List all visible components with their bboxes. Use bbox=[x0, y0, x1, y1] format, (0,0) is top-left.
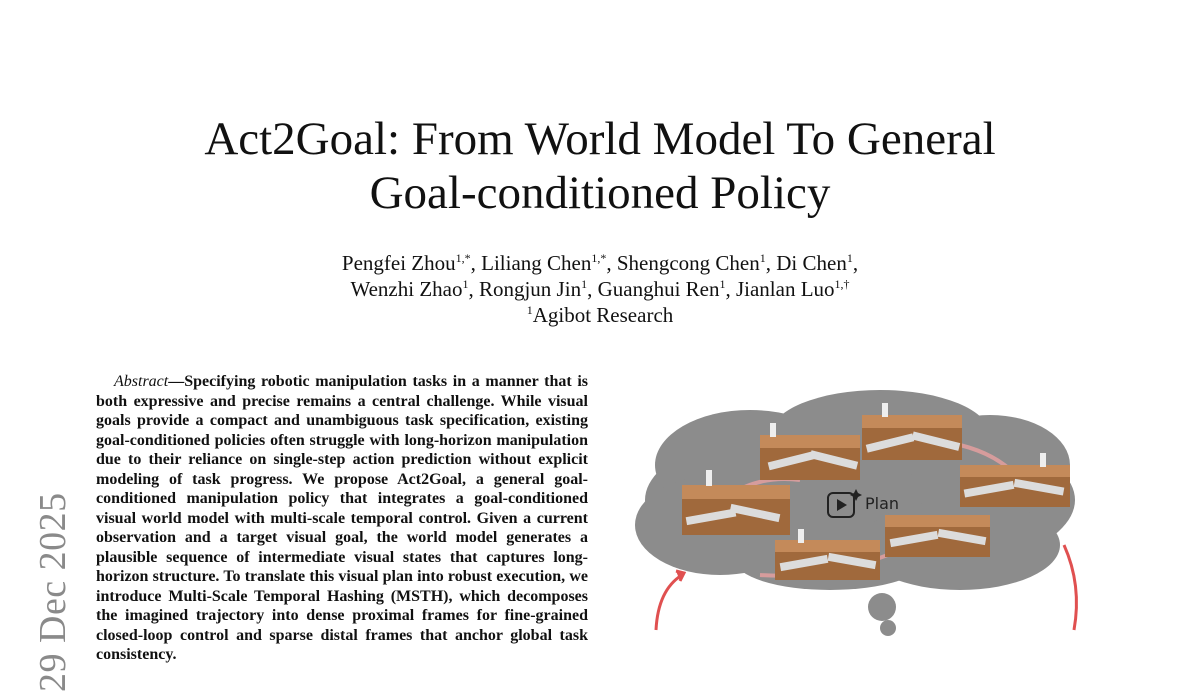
cloud-tail bbox=[868, 593, 896, 636]
author: Pengfei Zhou$^{1,*}$, bbox=[341, 251, 482, 275]
affiliation: $^1$Agibot Research bbox=[526, 303, 674, 327]
title-line-2: Goal-conditioned Policy bbox=[369, 167, 831, 219]
author: Liliang Chen$^{1,*}$, bbox=[481, 251, 617, 275]
author: Jianlan Luo$^{1,\dagger}$ bbox=[735, 277, 850, 301]
abstract-label: Abstract bbox=[114, 373, 169, 390]
author-block bbox=[200, 250, 1000, 328]
author: Guanghui Ren$^1$, bbox=[597, 277, 736, 301]
author: Shengcong Chen$^1$, bbox=[616, 251, 777, 275]
author-line-2 bbox=[200, 276, 1000, 302]
arxiv-date-stamp: 29 Dec 2025 bbox=[32, 492, 74, 692]
plan-label: Plan bbox=[865, 494, 900, 513]
teaser-figure bbox=[630, 385, 1090, 630]
title-line-1: Act2Goal: From World Model To General bbox=[204, 113, 996, 165]
abstract: Abstract—Specifying robotic manipulation tasks in a manner that is both expressive and precise remains a central challenge. While visual goals provide a compact and unambiguous task specification, existing goal-conditioned policies often struggle with long-horizon manipulation due to their reliance on single-step action prediction without explicit modeling of task progress. We propose Act2Goal, a general goal-conditioned manipulation policy that integrates a goal-conditioned visual world model with multi-scale temporal control. Given a current observation and a target visual goal, the world model generates a plausible sequence of intermediate visual states that captures long-horizon structure. To translate this visual plan into robust execution, we introduce Multi-Scale Temporal Hashing (MSTH), which decomposes the imagined trajectory into dense proximal frames for fine-grained closed-loop control and sparse distal frames that anchor global task consistency. bbox=[96, 373, 588, 663]
scene-thumbnail bbox=[885, 515, 990, 557]
author-line-1 bbox=[200, 250, 1000, 276]
author: Di Chen$^1$, bbox=[776, 251, 859, 275]
author: Rongjun Jin$^1$, bbox=[478, 277, 598, 301]
author: Wenzhi Zhao$^1$, bbox=[350, 277, 479, 301]
abstract-text: Specifying robotic manipulation tasks in a manner that is both expressive and precise remains a central challenge. While visual goals provide a compact and unambiguous task specification, existing goal-conditioned policies often struggle with long-horizon manipulation due to their reliance on single-step action prediction without explicit modeling of task progress. We propose Act2Goal, a general goal-conditioned manipulation policy that integrates a goal-conditioned visual world model with multi-scale temporal control. Given a current observation and a target visual goal, the world model generates a plausible sequence of intermediate visual states that captures long-horizon structure. To translate this visual plan into robust execution, we introduce Multi-Scale Temporal Hashing (MSTH), which decomposes the imagined trajectory into dense proximal frames for fine-grained closed-loop control and sparse distal frames that anchor global task consistency. bbox=[96, 373, 588, 663]
paper-title bbox=[100, 112, 1100, 220]
